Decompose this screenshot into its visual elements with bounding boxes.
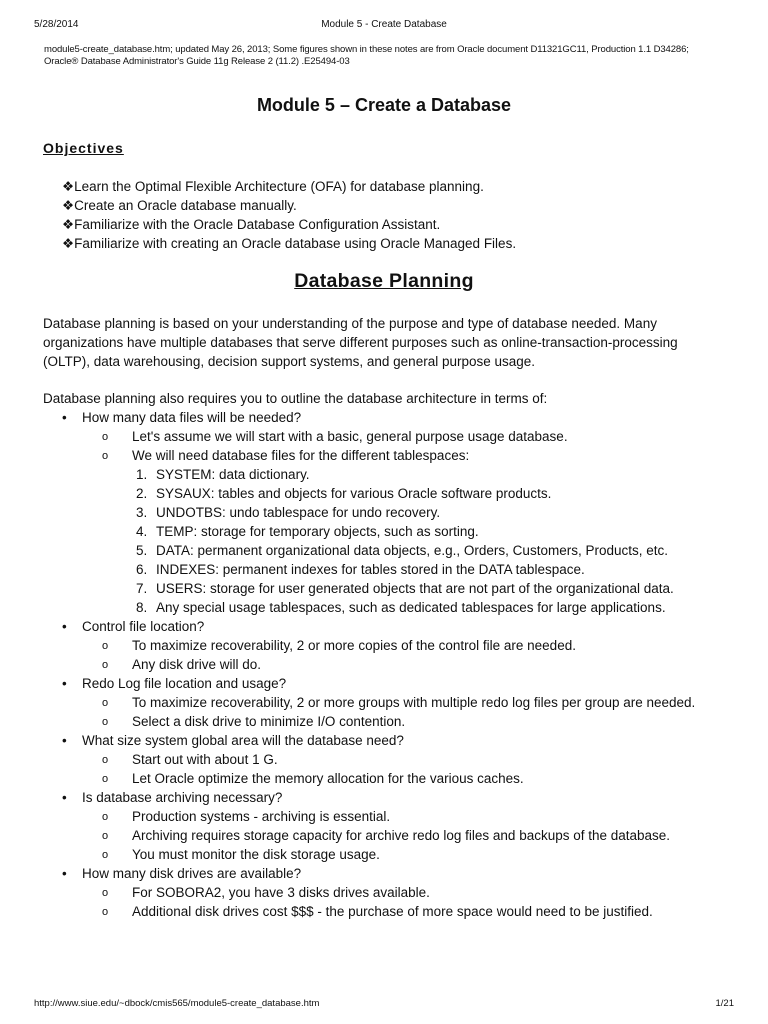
planning-outline [62, 408, 732, 921]
objective-text: Create an Oracle database manually. [74, 198, 297, 213]
bullet-icon: • [62, 676, 67, 691]
objective-item [62, 196, 516, 215]
sub-item [82, 750, 732, 769]
circle-bullet-icon: o [102, 811, 109, 823]
sub-item [82, 636, 732, 655]
page-url-link[interactable]: http://www.siue.edu/~dbock/cmis565/module5-create_database.htm [34, 998, 320, 1009]
source-line: Oracle® Database Administrator's Guide 11g Release 2 (11.2) .E25494-03 [44, 56, 350, 67]
objective-text: Familiarize with the Oracle Database Configuration Assistant. [74, 217, 441, 232]
source-line: module5-create_database.htm; updated May 26, 2013; Some figures shown in these notes are from Oracle document D11321GC11, Production 1.1 D34286; [44, 44, 689, 55]
item-number: 4. [136, 524, 148, 539]
objective-item [62, 177, 516, 196]
sub-item-text: Production systems - archiving is essential. [132, 809, 391, 824]
sub-item [82, 427, 732, 446]
diamond-bullet-icon: ❖ [62, 198, 75, 213]
sub-item-text: Start out with about 1 G. [132, 752, 278, 767]
outline-item [62, 731, 732, 788]
sub-item-text: To maximize recoverability, 2 or more groups with multiple redo log files per group are needed. [132, 695, 696, 710]
item-text: DATA: permanent organizational data objects, e.g., Orders, Customers, Products, etc. [156, 543, 668, 558]
numbered-item [82, 522, 732, 541]
sub-item-text: Let Oracle optimize the memory allocation for the various caches. [132, 771, 524, 786]
outline-item [62, 788, 732, 864]
print-footer [34, 997, 734, 1011]
sub-item-text: Let's assume we will start with a basic, general purpose usage database. [132, 429, 568, 444]
sub-item [82, 769, 732, 788]
outline-intro: Database planning also requires you to outline the database architecture in terms of: [43, 391, 548, 406]
numbered-item [82, 465, 732, 484]
sub-item-text: For SOBORA2, you have 3 disks drives available. [132, 885, 430, 900]
numbered-item [82, 541, 732, 560]
circle-bullet-icon: o [102, 431, 109, 443]
outline-item [62, 674, 732, 731]
circle-bullet-icon: o [102, 754, 109, 766]
item-text: Any special usage tablespaces, such as dedicated tablespaces for large applications. [156, 600, 666, 615]
sub-item-text: Select a disk drive to minimize I/O contention. [132, 714, 406, 729]
item-number: 2. [136, 486, 148, 501]
outline-question: Is database archiving necessary? [82, 790, 283, 805]
print-header [34, 18, 734, 32]
numbered-item [82, 484, 732, 503]
objective-text: Familiarize with creating an Oracle database using Oracle Managed Files. [74, 236, 517, 251]
sub-list [82, 427, 732, 465]
sub-item [82, 807, 732, 826]
page-number: 1/21 [715, 998, 734, 1009]
numbered-item [82, 503, 732, 522]
sub-item [82, 826, 732, 845]
numbered-item [82, 598, 732, 617]
print-title: Module 5 - Create Database [321, 19, 447, 30]
sub-list [82, 807, 732, 864]
item-text: SYSTEM: data dictionary. [156, 467, 310, 482]
item-text: USERS: storage for user generated objects that are not part of the organizational data. [156, 581, 674, 596]
bullet-icon: • [62, 619, 67, 634]
item-number: 1. [136, 467, 148, 482]
circle-bullet-icon: o [102, 773, 109, 785]
outline-question: Control file location? [82, 619, 205, 634]
sub-item-text: Additional disk drives cost $$$ - the purchase of more space would need to be justified. [132, 904, 653, 919]
outline-question: How many data files will be needed? [82, 410, 302, 425]
item-number: 7. [136, 581, 148, 596]
circle-bullet-icon: o [102, 849, 109, 861]
sub-item-text: To maximize recoverability, 2 or more copies of the control file are needed. [132, 638, 576, 653]
sub-list [82, 883, 732, 921]
outline-question: Redo Log file location and usage? [82, 676, 287, 691]
circle-bullet-icon: o [102, 887, 109, 899]
sub-item [82, 883, 732, 902]
item-number: 8. [136, 600, 148, 615]
circle-bullet-icon: o [102, 697, 109, 709]
circle-bullet-icon: o [102, 659, 109, 671]
item-text: SYSAUX: tables and objects for various Oracle software products. [156, 486, 552, 501]
outline-item [62, 617, 732, 674]
objective-item [62, 234, 516, 253]
outline-item [62, 408, 732, 617]
module-title: Module 5 – Create a Database [256, 95, 512, 115]
objectives-list [62, 177, 516, 253]
bullet-icon: • [62, 733, 67, 748]
sub-list [82, 750, 732, 788]
sub-item [82, 655, 732, 674]
bullet-icon: • [62, 790, 67, 805]
item-number: 3. [136, 505, 148, 520]
outline-item [62, 864, 732, 921]
circle-bullet-icon: o [102, 830, 109, 842]
sub-item [82, 693, 732, 712]
item-text: UNDOTBS: undo tablespace for undo recovery. [156, 505, 441, 520]
item-text: INDEXES: permanent indexes for tables stored in the DATA tablespace. [156, 562, 585, 577]
intro-paragraph: Database planning is based on your understanding of the purpose and type of database needed. Many organizations have multiple databases that serve different purposes such as online-transaction-processing (OLTP), data warehousing, decision support systems, and general purpose usage. [43, 316, 678, 369]
objective-item [62, 215, 516, 234]
item-text: TEMP: storage for temporary objects, such as sorting. [156, 524, 479, 539]
bullet-icon: • [62, 866, 67, 881]
item-number: 5. [136, 543, 148, 558]
source-note [44, 44, 738, 68]
numbered-item [82, 560, 732, 579]
outline-question: What size system global area will the database need? [82, 733, 404, 748]
sub-item [82, 845, 732, 864]
circle-bullet-icon: o [102, 716, 109, 728]
sub-item-text: Any disk drive will do. [132, 657, 262, 672]
sub-list [82, 693, 732, 731]
sub-item [82, 446, 732, 465]
objectives-heading: Objectives [43, 140, 124, 156]
sub-item [82, 712, 732, 731]
objective-text: Learn the Optimal Flexible Architecture (OFA) for database planning. [74, 179, 484, 194]
bullet-icon: • [62, 410, 67, 425]
numbered-item [82, 579, 732, 598]
outline-question: How many disk drives are available? [82, 866, 302, 881]
sub-item-text: We will need database files for the different tablespaces: [132, 448, 470, 463]
circle-bullet-icon: o [102, 640, 109, 652]
diamond-bullet-icon: ❖ [62, 236, 75, 251]
diamond-bullet-icon: ❖ [62, 217, 75, 232]
circle-bullet-icon: o [102, 906, 109, 918]
sub-list [82, 636, 732, 674]
item-number: 6. [136, 562, 148, 577]
sub-item-text: You must monitor the disk storage usage. [132, 847, 380, 862]
section-heading: Database Planning [294, 270, 474, 292]
print-date: 5/28/2014 [34, 19, 79, 30]
sub-item-text: Archiving requires storage capacity for archive redo log files and backups of the database. [132, 828, 671, 843]
sub-item [82, 902, 732, 921]
circle-bullet-icon: o [102, 450, 109, 462]
diamond-bullet-icon: ❖ [62, 179, 75, 194]
tablespace-list [82, 465, 732, 617]
